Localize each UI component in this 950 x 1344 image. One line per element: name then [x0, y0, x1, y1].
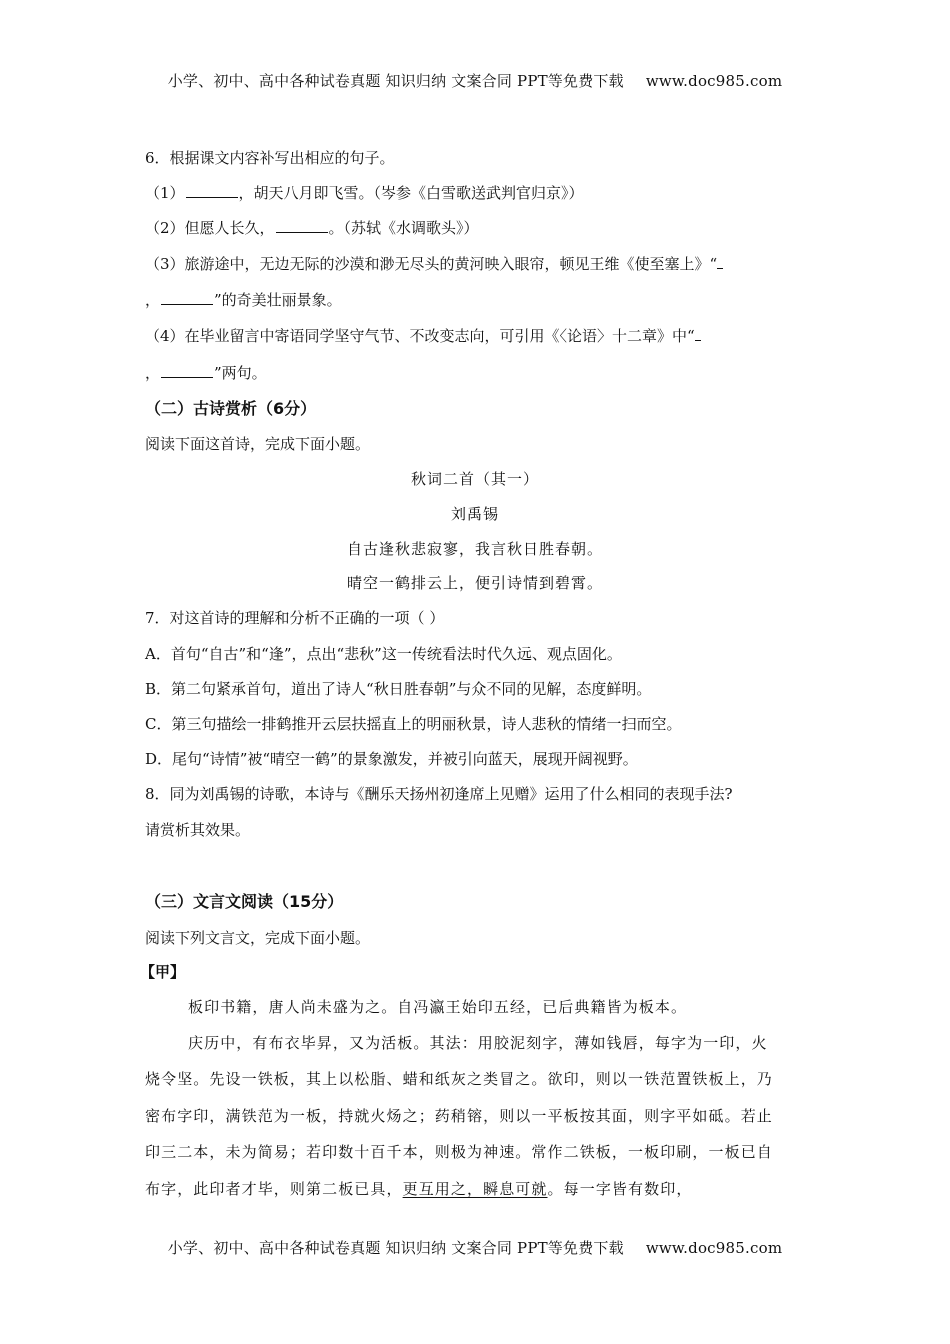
passage-p2-line3: 密布字印，满铁范为一板，持就火炀之；药稍镕，则以一平板按其面，则字平如砥。若止 — [145, 1107, 773, 1125]
q7-option-c[interactable]: C．第三句描绘一排鹤推开云层扶摇直上的明丽秋景，诗人悲秋的情绪一扫而空。 — [145, 715, 682, 733]
section3-instruction: 阅读下列文言文，完成下面小题。 — [145, 929, 371, 947]
q7-option-b[interactable]: B．第二句紧承首句，道出了诗人“秋日胜春朝”与众不同的见解，态度鲜明。 — [145, 680, 652, 698]
page-header — [0, 70, 950, 91]
q6-item-3-line1: （3）旅游途中，无边无际的沙漠和渺无尽头的黄河映入眼帘，顿见王维《使至塞上》“ — [145, 253, 723, 274]
poem-line-1: 自古逢秋悲寂寥，我言秋日胜春朝。 — [346, 540, 603, 558]
passage-p2-line4: 印三二本，未为简易；若印数十百千本，则极为神速。常作二铁板，一板印刷，一板已自 — [145, 1143, 773, 1161]
passage-p1: 板印书籍，唐人尚未盛为之。自冯瀛王始印五经，已后典籍皆为板本。 — [188, 998, 688, 1016]
q7-option-a[interactable]: A．首句“自古”和“逢”，点出“悲秋”这一传统看法时代久远、观点固化。 — [145, 645, 622, 663]
q6-title: 6．根据课文内容补写出相应的句子。 — [145, 149, 395, 167]
answer-blank[interactable] — [161, 290, 213, 305]
passage-p2-line2: 烧令坚。先设一铁板，其上以松脂、蜡和纸灰之类冒之。欲印，则以一铁范置铁板上，乃 — [145, 1070, 773, 1088]
q6-item-3-line2: ， ”的奇美壮丽景象。 — [145, 291, 342, 309]
q6-item-2: （2）但愿人长久， 。（苏轼《水调歌头》） — [145, 219, 479, 237]
poem-author: 刘禹锡 — [450, 505, 499, 523]
q8-line-2: 请赏析其效果。 — [145, 821, 251, 839]
section2-instruction: 阅读下面这首诗，完成下面小题。 — [145, 435, 371, 453]
header-site-link[interactable]: www.doc985.com — [645, 72, 783, 90]
poem-line-2: 晴空一鹤排云上，便引诗情到碧霄。 — [346, 574, 603, 592]
q6-item-4-line1: （4）在毕业留言中寄语同学坚守气节、不改变志向，可引用《〈论语〉十二章》中“ — [145, 325, 701, 346]
section3-heading: （三）文言文阅读（15分） — [145, 892, 344, 911]
q7-option-d[interactable]: D．尾句“诗情”被“晴空一鹤”的景象激发，并被引向蓝天，展现开阔视野。 — [145, 750, 638, 768]
q6-item-4-line2: ， ”两句。 — [145, 364, 267, 382]
passage-label: 【甲】 — [140, 963, 186, 981]
answer-blank[interactable] — [695, 328, 701, 341]
answer-blank[interactable] — [717, 256, 723, 269]
passage-p2-line5: 布字，此印者才毕，则第二板已具，更互用之，瞬息可就。每一字皆有数印， — [145, 1180, 693, 1198]
footer-text: 小学、初中、高中各种试卷真题 知识归纳 文案合同 PPT等免费下载 — [167, 1239, 624, 1257]
answer-blank[interactable] — [161, 363, 213, 378]
answer-blank[interactable] — [276, 218, 328, 233]
q6-item-1: （1） ，胡天八月即飞雪。（岑参《白雪歌送武判官归京》） — [145, 184, 584, 202]
q7-title: 7．对这首诗的理解和分析不正确的一项（ ） — [145, 609, 445, 627]
poem-title: 秋词二首（其一） — [410, 470, 539, 488]
header-text: 小学、初中、高中各种试卷真题 知识归纳 文案合同 PPT等免费下载 — [167, 72, 624, 90]
page-footer — [0, 1237, 950, 1258]
section2-heading: （二）古诗赏析（6分） — [145, 399, 317, 418]
underlined-phrase: 更互用之，瞬息可就 — [402, 1180, 548, 1198]
answer-blank[interactable] — [186, 183, 238, 198]
q8-line-1: 8．同为刘禹锡的诗歌，本诗与《酬乐天扬州初逢席上见赠》运用了什么相同的表现手法? — [145, 785, 733, 803]
passage-p2-line1: 庆历中，有布衣毕昇，又为活板。其法：用胶泥刻字，薄如钱唇，每字为一印，火 — [188, 1034, 768, 1052]
footer-site-link[interactable]: www.doc985.com — [645, 1239, 783, 1257]
